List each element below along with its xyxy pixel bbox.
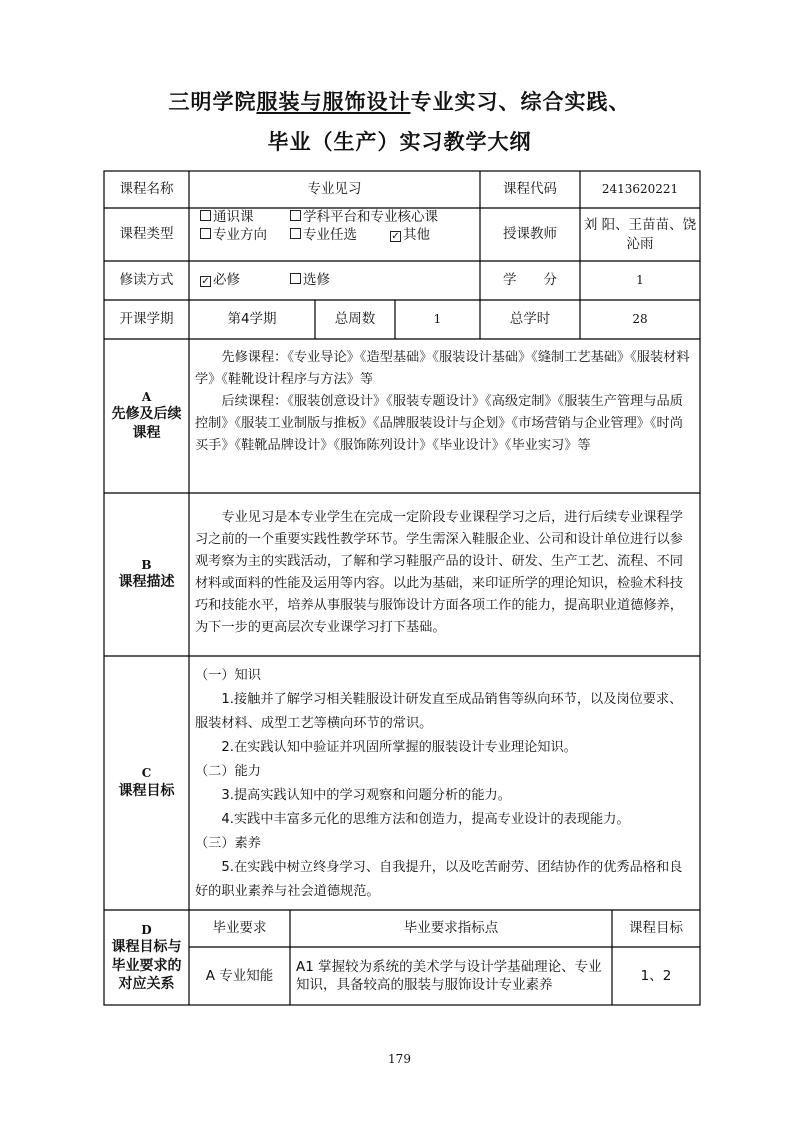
credit-label: 学 分	[503, 272, 557, 289]
checkbox-checked-icon: ✓	[201, 276, 210, 288]
section-a-content	[195, 347, 693, 457]
goal-cell: 1、2	[640, 967, 672, 984]
type-option-direction[interactable]: 专业方向	[200, 226, 290, 244]
subsequent-courses: 后续课程：《服装创意设计》《服装专题设计》《高级定制》《服装生产管理与品质控制》《服装工业制版与推板》《品牌服装设计与企划》《市场营销与企业管理》《时尚买手》《鞋靴品牌设计》《服饰陈列设计》《毕业设计》《毕业实习》等	[195, 394, 683, 453]
course-type-label: 课程类型	[119, 226, 174, 243]
type-option-other[interactable]: ✓ 其他	[391, 227, 430, 244]
section-b-letter: B	[141, 557, 152, 572]
goal-heading-knowledge: （一）知识	[195, 668, 261, 683]
study-mode-options	[200, 261, 480, 300]
requirement-cell: A 专业知能	[205, 967, 274, 984]
indicator-cell: A1 掌握较为系统的美术学与设计学基础理论、专业知识，具备较高的服装与服饰设计专业素养	[296, 958, 602, 993]
course-code-label: 课程代码	[503, 181, 557, 198]
type-option-elective[interactable]: 专业任选	[290, 226, 390, 244]
teacher-value: 刘 阳、王苗苗、饶沁雨	[583, 217, 697, 252]
section-b-header	[104, 493, 189, 656]
section-b-title: 课程描述	[118, 574, 175, 591]
section-a-title: 先修及后续课程	[111, 406, 182, 442]
section-c-content	[195, 664, 693, 904]
column-header-indicator: 毕业要求指标点	[403, 920, 499, 937]
section-c-title: 课程目标	[118, 782, 175, 799]
study-option-required[interactable]: ✓ 必修	[201, 272, 240, 289]
section-d-title: 课程目标与毕业要求的对应关系	[111, 939, 182, 992]
teacher-label: 授课教师	[503, 226, 557, 243]
course-name-value: 专业见习	[307, 181, 362, 198]
page-number: 179	[388, 1052, 411, 1066]
type-option-general[interactable]: 通识课	[200, 208, 290, 226]
section-d-header	[104, 910, 189, 1005]
title-suffix: 专业实习、综合实践、	[410, 89, 631, 114]
goal-heading-ability: （二）能力	[195, 764, 261, 779]
prerequisite-courses: 先修课程：《专业导论》《造型基础》《服装设计基础》《缝制工艺基础》《服装材料学》《鞋靴设计程序与方法》等	[195, 350, 690, 387]
section-d-letter: D	[141, 923, 152, 938]
goal-item-5: 5.在实践中树立终身学习、自我提升，以及吃苦耐劳、团结协作的优秀品格和良好的职业素养与社会道德规范。	[195, 860, 683, 899]
hours-label: 总学时	[509, 311, 551, 328]
column-header-requirement: 毕业要求	[212, 920, 267, 937]
document-title-line2: 毕业（生产）实习教学大纲	[267, 129, 532, 154]
weeks-value: 1	[433, 312, 442, 327]
goal-item-3: 3.提高实践认知中的学习观察和问题分析的能力。	[221, 788, 511, 803]
title-major: 服装与服饰设计	[256, 89, 411, 114]
section-a-header	[104, 339, 189, 493]
checkbox-icon	[290, 210, 301, 221]
section-b-content	[195, 507, 693, 639]
credit-value: 1	[636, 273, 644, 288]
section-a-letter: A	[141, 390, 152, 405]
study-option-elective[interactable]: 选修	[290, 271, 330, 289]
checkbox-icon	[290, 273, 301, 284]
goal-item-1: 1.接触并了解学习相关鞋服设计研发直至成品销售等纵向环节，以及岗位要求、服装材料、成型工艺等横向环节的常识。	[195, 692, 683, 731]
goal-item-4: 4.实践中丰富多元化的思维方法和创造力，提高专业设计的表现能力。	[221, 812, 630, 827]
title-prefix: 三明学院	[168, 89, 257, 114]
course-name-label: 课程名称	[119, 181, 174, 198]
study-mode-label: 修读方式	[119, 272, 174, 289]
type-option-core[interactable]: 学科平台和专业核心课	[290, 208, 438, 226]
course-description: 专业见习是本专业学生在完成一定阶段专业课程学习之后，进行后续专业课程学习之前的一个重要实践性教学环节。学生需深入鞋服企业、公司和设计单位进行以参观考察为主的实践活动，了解和学习鞋服产品的设计、研发、生产工艺、流程、不同材料或面料的性能及运用等内容。以此为基础，来印证所学的理论知识，检验术科技巧和技能水平，培养从事服装与服饰设计方面各项工作的能力，提高职业道德修养，为下一步的更高层次专业课学习打下基础。	[195, 510, 683, 635]
section-c-letter: C	[141, 766, 152, 781]
section-c-header	[104, 656, 189, 910]
checkbox-icon	[200, 210, 211, 221]
weeks-label: 总周数	[334, 311, 376, 328]
course-code-value: 2413620221	[601, 182, 679, 197]
hours-value: 28	[632, 312, 648, 327]
checkbox-icon	[200, 228, 211, 239]
checkbox-icon	[290, 228, 301, 239]
goal-item-2: 2.在实践认知中验证并巩固所掌握的服装设计专业理论知识。	[221, 740, 577, 755]
semester-value: 第4学期	[227, 311, 277, 328]
course-type-options	[200, 208, 480, 261]
semester-label: 开课学期	[119, 311, 174, 328]
checkbox-checked-icon: ✓	[391, 231, 400, 243]
column-header-goal: 课程目标	[629, 920, 683, 937]
goal-heading-quality: （三）素养	[195, 836, 261, 851]
